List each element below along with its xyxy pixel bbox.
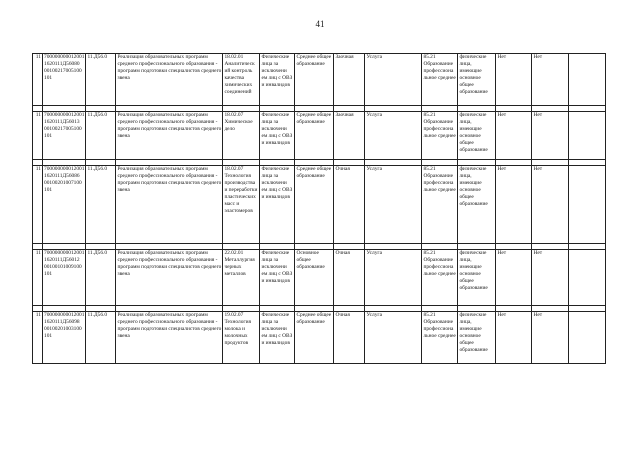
registry-code: 700000000012001 1620111Д56012 00100101009100 101 [43,250,86,306]
education-level: Среднее общее образование [295,312,334,364]
recipient-category: Физические лица за исключени ем лиц с ОВЗ и инвалидов [260,166,295,244]
service-type: Услуга [365,112,422,160]
study-form: Очная [334,312,365,364]
table-row [33,250,606,306]
education-level: Среднее общее образование [295,54,334,106]
registry-code: 700000000012001 1620111Д56013 00100217005100 101 [43,112,86,160]
service-type: Услуга [365,54,422,106]
empty-cell [569,166,606,244]
education-level: Среднее общее образование [295,166,334,244]
row-number: 11 [33,54,43,106]
service-code: 11.Д56.0 [86,54,116,106]
study-form: Очная [334,166,365,244]
recipient-category: Физические лица за исключени ем лиц с ОВЗ и инвалидов [260,312,295,364]
consumer-category: физические лица, имеющие основное общее образование [458,166,496,244]
consumer-category: физические лица, имеющие основное общее образование [458,250,496,306]
table-row [33,54,606,106]
page-number: 41 [315,19,325,29]
flag-1: Нет [496,166,532,244]
specialty: 22.02.01 Металлургия черных металлов [223,250,260,306]
program-name: Реализация образовательных программ среднего профессионального образования - программ подготовки специалистов среднего звена [116,54,223,106]
okved-code: 85.21 Образование профессиона льное среднее [422,54,458,106]
okved-code: 85.21 Образование профессиона льное среднее [422,250,458,306]
registry-code: 700000000012001 1620111Д56086 00100201007100 101 [43,166,86,244]
flag-1: Нет [496,312,532,364]
okved-code: 85.21 Образование профессиона льное среднее [422,166,458,244]
specialty: 18.02.07 Технология производства и переработки пластических масс и эластомеров [223,166,260,244]
service-code: 11.Д56.0 [86,112,116,160]
empty-cell [569,54,606,106]
empty-cell [569,312,606,364]
table-row [33,312,606,364]
table-row [33,112,606,160]
registry-table [32,53,606,364]
row-number: 11 [33,250,43,306]
row-number: 11 [33,166,43,244]
recipient-category: Физические лица за исключени ем лиц с ОВЗ и инвалидов [260,54,295,106]
education-level: Среднее общее образование [295,112,334,160]
flag-2: Нет [532,166,569,244]
flag-2: Нет [532,312,569,364]
flag-1: Нет [496,54,532,106]
study-form: Заочная [334,112,365,160]
service-type: Услуга [365,250,422,306]
consumer-category: физические лица, имеющие основное общее образование [458,312,496,364]
service-type: Услуга [365,312,422,364]
service-type: Услуга [365,166,422,244]
recipient-category: Физические лица за исключени ем лиц с ОВЗ и инвалидов [260,112,295,160]
flag-1: Нет [496,250,532,306]
empty-cell [569,250,606,306]
program-name: Реализация образовательных программ среднего профессионального образования - программ подготовки специалистов среднего звена [116,312,223,364]
service-code: 11.Д56.0 [86,166,116,244]
okved-code: 85.21 Образование профессиона льное среднее [422,112,458,160]
recipient-category: Физические лица за исключени ем лиц с ОВЗ и инвалидов [260,250,295,306]
service-code: 11.Д56.0 [86,312,116,364]
row-number: 11 [33,112,43,160]
service-code: 11.Д56.0 [86,250,116,306]
specialty: 18.02.07 Химическое дело [223,112,260,160]
flag-2: Нет [532,54,569,106]
flag-2: Нет [532,250,569,306]
specialty: 18.02.01 Аналитическ ий контроль качества химических соединений [223,54,260,106]
row-number: 11 [33,312,43,364]
okved-code: 85.21 Образование профессиона льное среднее [422,312,458,364]
program-name: Реализация образовательных программ среднего профессионального образования - программ подготовки специалистов среднего звена [116,112,223,160]
education-level: Основное общее образование [295,250,334,306]
flag-2: Нет [532,112,569,160]
study-form: Заочная [334,54,365,106]
flag-1: Нет [496,112,532,160]
consumer-category: физические лица, имеющие основное общее образование [458,54,496,106]
program-name: Реализация образовательных программ среднего профессионального образования - программ подготовки специалистов среднего звена [116,250,223,306]
empty-cell [569,112,606,160]
specialty: 19.02.07 Технология молока и молочных продуктов [223,312,260,364]
registry-code: 700000000012001 1620111Д56080 00100217005100 101 [43,54,86,106]
table-row [33,166,606,244]
consumer-category: физические лица, имеющие основное общее образование [458,112,496,160]
study-form: Очная [334,250,365,306]
registry-code: 700000000012001 1620111Д56098 00100201003100 101 [43,312,86,364]
program-name: Реализация образовательных программ среднего профессионального образования - программ подготовки специалистов среднего звена [116,166,223,244]
